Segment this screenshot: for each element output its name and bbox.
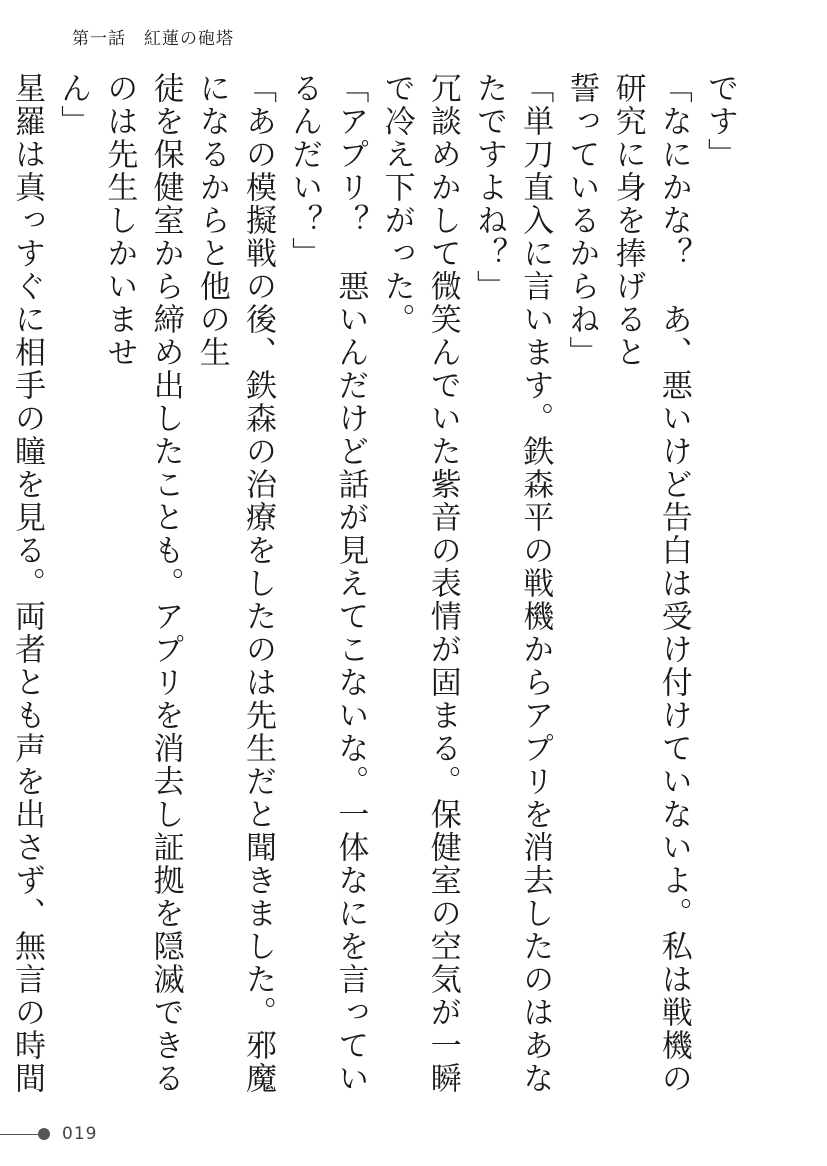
text-line: 「なにかな？ あ、悪いけど告白は受け付けていないよ。私は戦機の研究に身を捧げると [609,72,692,1095]
page-folio [0,1122,97,1146]
running-head-chapter-title: 第一話 紅蓮の砲塔 [72,29,234,49]
text-line: ん」 [55,72,92,138]
folio-dot-icon [38,1128,50,1140]
text-line: 冗談めかして微笑んでいた紫音の表情が固まる。保健室の空気が一瞬で冷え下がった。 [378,72,461,1095]
text-line: 徒を保健室から締め出したことも。アプリを消去し証拠を隠滅できるのは先生しかいませ [101,72,184,1095]
text-line: 「アプリ？ 悪いんだけど話が見えてこないな。一体なにを言っているんだい？」 [286,72,369,1095]
text-line: です」 [702,72,738,171]
text-line: 誓っているからね」 [563,72,600,369]
folio-rule [0,1134,40,1135]
text-line: 星羅は真っすぐに相手の瞳を見る。両者とも声を出さず、無言の時間 [8,72,45,1095]
page-number: 019 [62,1124,98,1144]
vertical-body-text [8,72,743,1112]
text-line: 「あの模擬戦の後、鉄森の治療をしたのは先生だと聞きました。邪魔になるからと他の生 [193,72,276,1095]
text-line: 「単刀直入に言います。鉄森平の戦機からアプリを消去したのはあなたですよね？」 [470,72,554,1095]
